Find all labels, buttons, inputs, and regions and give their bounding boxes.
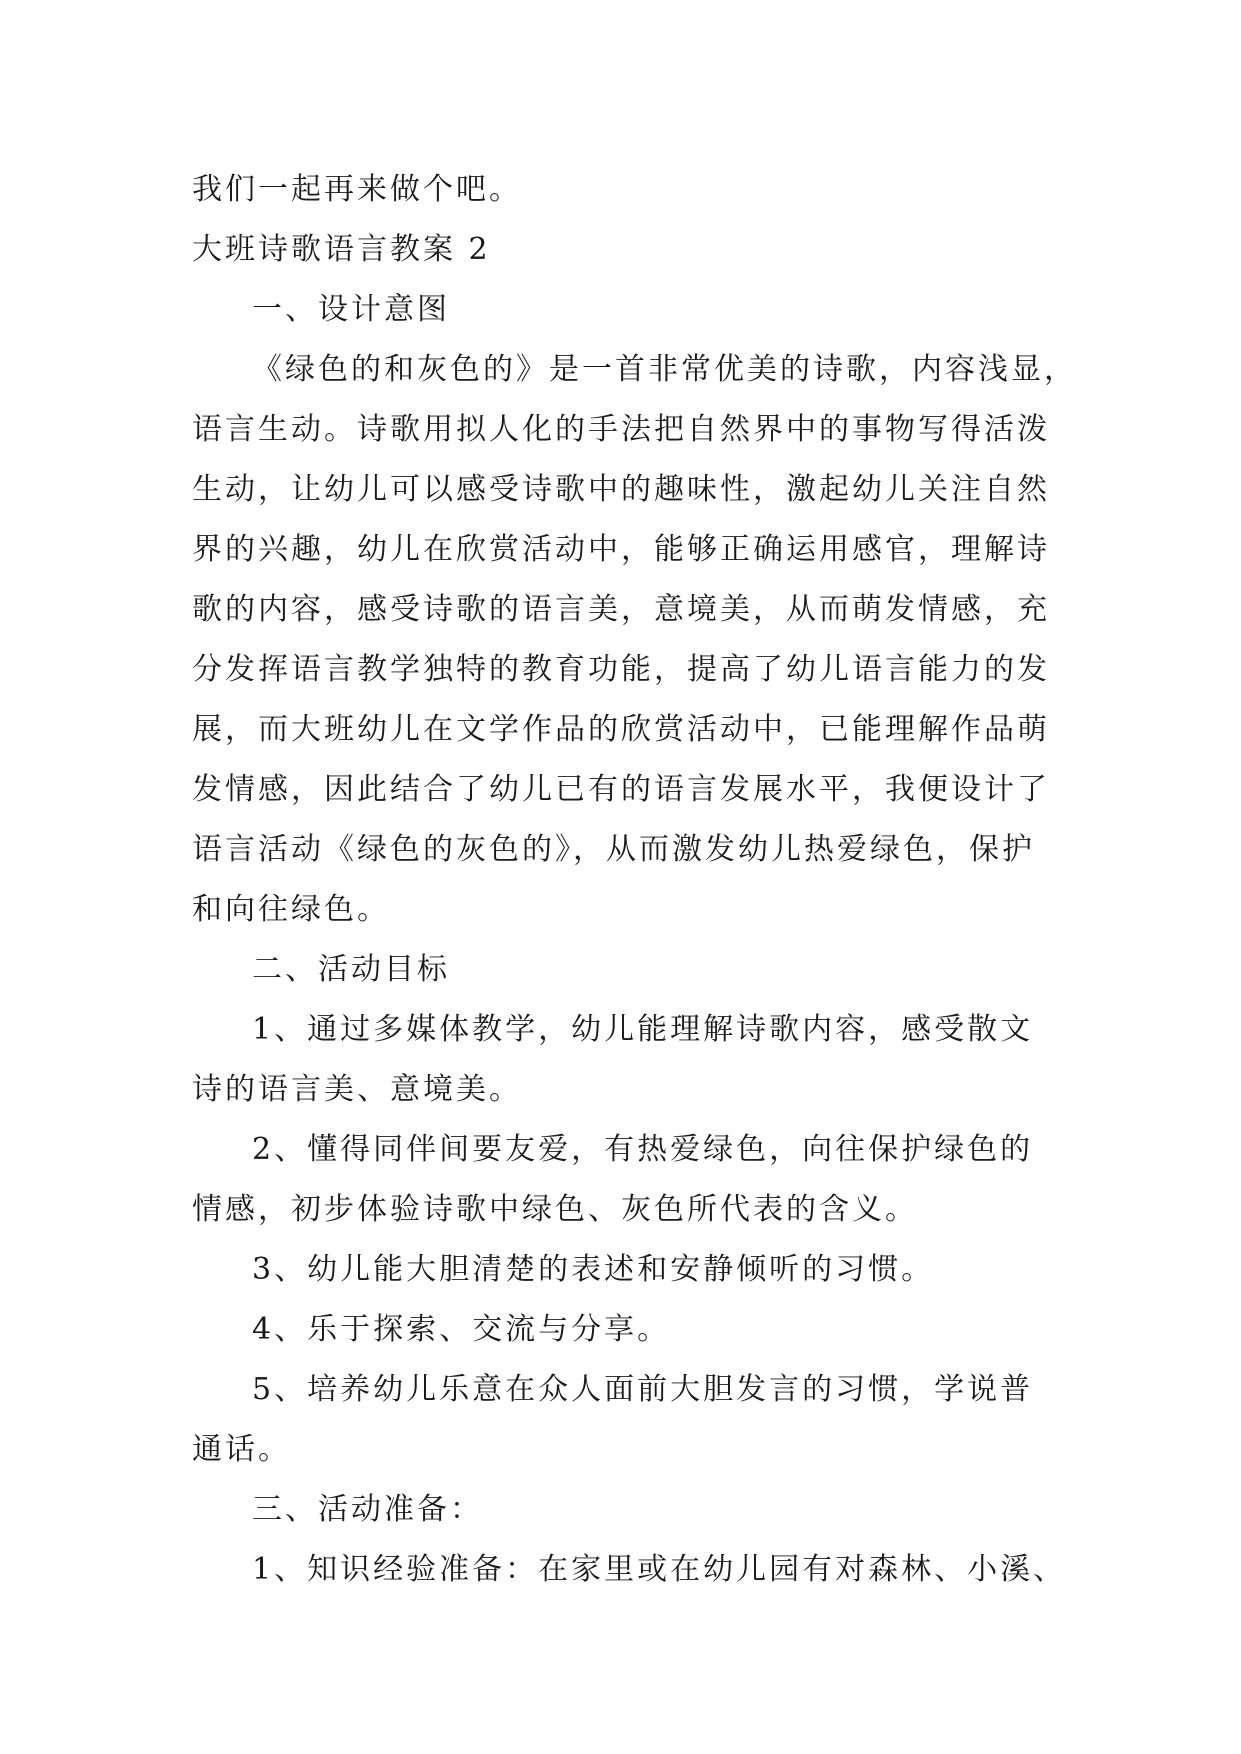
list-item: 1、知识经验准备：在家里或在幼儿园有对森林、小溪、 (252, 1552, 1067, 1587)
text-line: 情感，初步体验诗歌中绿色、灰色所代表的含义。 (192, 1192, 918, 1227)
section-title: 大班诗歌语言教案 2 (192, 232, 491, 267)
list-item: 4、乐于探索、交流与分享。 (252, 1312, 671, 1347)
text-line: 语言活动《绿色的灰色的》，从而激发幼儿热爱绿色，保护 (192, 832, 1035, 867)
text-line: 诗的语言美、意境美。 (192, 1072, 522, 1107)
text-line: 语言生动。诗歌用拟人化的手法把自然界中的事物写得活泼 (192, 412, 1050, 447)
list-item: 2、懂得同伴间要友爱，有热爱绿色，向往保护绿色的 (252, 1132, 1034, 1167)
text-line: 生动，让幼儿可以感受诗歌中的趣味性，激起幼儿关注自然 (192, 472, 1050, 507)
text-line: 《绿色的和灰色的》是一首非常优美的诗歌，内容浅显， (252, 352, 1077, 387)
text-line: 展，而大班幼儿在文学作品的欣赏活动中，已能理解作品萌 (192, 712, 1050, 747)
list-item: 3、幼儿能大胆清楚的表述和安静倾听的习惯。 (252, 1252, 935, 1287)
document-body (192, 160, 1077, 1600)
text-line: 歌的内容，感受诗歌的语言美，意境美，从而萌发情感，充 (192, 592, 1050, 627)
list-item: 1、通过多媒体教学，幼儿能理解诗歌内容，感受散文 (252, 1012, 1034, 1047)
heading-activity-goals: 二、活动目标 (252, 952, 450, 987)
text-line: 界的兴趣，幼儿在欣赏活动中，能够正确运用感官，理解诗 (192, 532, 1050, 567)
list-item: 5、培养幼儿乐意在众人面前大胆发言的习惯，学说普 (252, 1372, 1034, 1407)
text-line: 我们一起再来做个吧。 (192, 172, 522, 207)
text-line: 发情感，因此结合了幼儿已有的语言发展水平，我便设计了 (192, 772, 1050, 807)
heading-activity-preparation: 三、活动准备： (252, 1492, 483, 1527)
text-line: 和向往绿色。 (192, 892, 390, 927)
heading-design-intent: 一、设计意图 (252, 292, 450, 327)
text-line: 通话。 (192, 1432, 291, 1467)
text-line: 分发挥语言教学独特的教育功能，提高了幼儿语言能力的发 (192, 652, 1050, 687)
